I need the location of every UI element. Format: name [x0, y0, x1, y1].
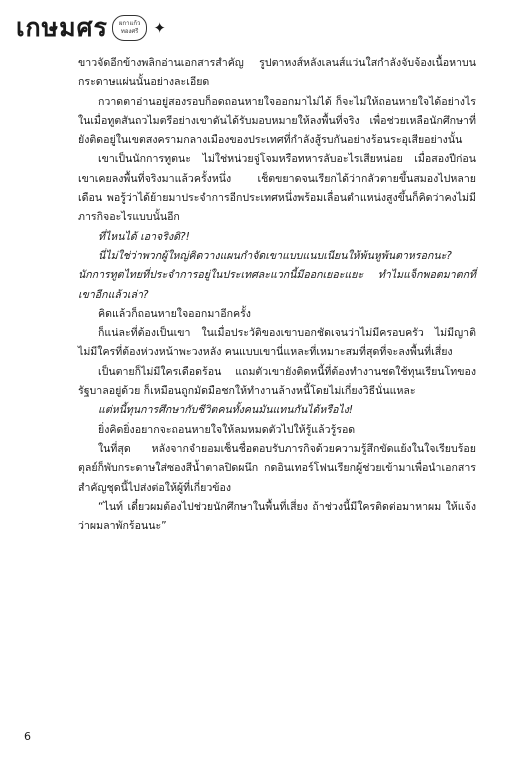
paragraph: ขาวจัดอีกข้างพลิกอ่านเอกสารสำคัญ รูปตาหงส์หลังเลนส์แว่นใสกำลังจับจ้องเนื้อหาบนกระดาษแผ่นนั้นอย่างละเอียด [78, 57, 476, 89]
paragraph: แต่หนี้ทุนการศึกษากับชีวิตคนทั้งคนมันแทนกันได้หรือไง! [98, 404, 354, 417]
paragraph: เป็นตายก็ไม่มีใครเดือดร้อน แถมตัวเขายังติดหนี้ที่ต้องทำงานชดใช้ทุนเรียนโทของรัฐบาลอยู่ด้วย ก็เหมือนถูกมัดมือชกให้ทำงานล้างหนี้โดยไม่เกี่ยงวิธีนั่นแหละ [78, 365, 476, 398]
header-logo [16, 8, 256, 48]
paragraph: ในที่สุด หลังจากจำยอมเซ็นชื่อตอบรับภารกิจด้วยความรู้สึกขัดแย้งในใจเรียบร้อย ตุลย์ก็พับกระดาษใส่ซองสีน้ำตาลปิดผนึก กดอินเทอร์โฟนเรียกผู้ช่วยเข้ามาเพื่อนำเอกสารสำคัญชุดนี้ไปส่งต่อให้ผู้ที่เกี่ยวข้อง [78, 442, 476, 494]
logo-author-badge [112, 15, 147, 41]
star-icon: ✦ [153, 19, 166, 37]
paragraph: กวาดตาอ่านอยู่สองรอบก็อดถอนหายใจออกมาไม่ได้ ก็จะไม่ให้ถอนหายใจได้อย่างไร ในเมื่อทูตสันถวไมตรีอย่างเขาดันได้รับมอบหมายให้ลงพื้นที่จริง เพื่อช่วยเหลือนักศึกษาที่ยังติดอยู่ในเขตสงครามกลางเมืองของประเทศที่กำลังสู้รบกันอย่างร้อนระอุเสียอย่างนั้น [78, 95, 476, 147]
paragraph: เขาเป็นนักการทูตนะ ไม่ใช่หน่วยจู่โจมหรือทหารลับอะไรเสียหน่อย เมื่อสองปีก่อนเขาเคยลงพื้นที่จริงมาแล้วครั้งหนึ่ง เช็ตขยาดจนเรียกได้ว่ากลัวตายขึ้นสมองไปหลายเดือน พอรู้ว่าได้ย้ายมาประจำการอีกประเทศหนึ่งพร้อมเลื่อนตำแหน่งสูงขึ้นก็คิดว่าคงไม่มีภารกิจอะไรแบบนั้นอีก [78, 153, 476, 224]
page-number: 6 [24, 730, 31, 743]
logo-author-line-2: ทองศรี [120, 28, 139, 35]
paragraph: นี่ไม่ใช่ว่าพวกผู้ใหญ่คิดวางแผนกำจัดเขาแบบแนบเนียนให้พ้นหูพ้นตาหรอกนะ? นักการทูตไทยที่ประจำการอยู่ในประเทศละแวกนี้มีออกเยอะแยะ ทำไมแจ็กพอตมาตกที่เขาอีกแล้วเล่า? [78, 249, 476, 301]
paragraph: “ไนท์ เดี๋ยวผมต้องไปช่วยนักศึกษาในพื้นที่เสี่ยง ถ้าช่วงนี้มีใครติดต่อมาหาผม ให้แจ้งว่าผมลาพักร้อนนะ” [78, 500, 476, 533]
paragraph: ที่ไหนได้ เอาจริงดิ?! [98, 230, 190, 243]
paragraph: คิดแล้วก็ถอนหายใจออกมาอีกครั้ง [98, 307, 251, 320]
page-body-text [78, 54, 476, 536]
paragraph: ก็แน่ละที่ต้องเป็นเขา ในเมื่อประวัติของเขาบอกชัดเจนว่าไม่มีครอบครัว ไม่มีญาติ ไม่มีใครที่ต้องห่วงหน้าพะวงหลัง คนแบบเขานี่แหละที่เหมาะสมที่สุดที่จะลงพื้นที่เสี่ยง [78, 327, 476, 359]
logo-title: เกษมศร [16, 13, 108, 42]
logo-author-line-1: ผกาแก้ว [118, 20, 141, 27]
paragraph: ยิ่งคิดยิ่งอยากจะถอนหายใจให้ลมหมดตัวไปให้รู้แล้วรู้รอด [98, 423, 356, 436]
